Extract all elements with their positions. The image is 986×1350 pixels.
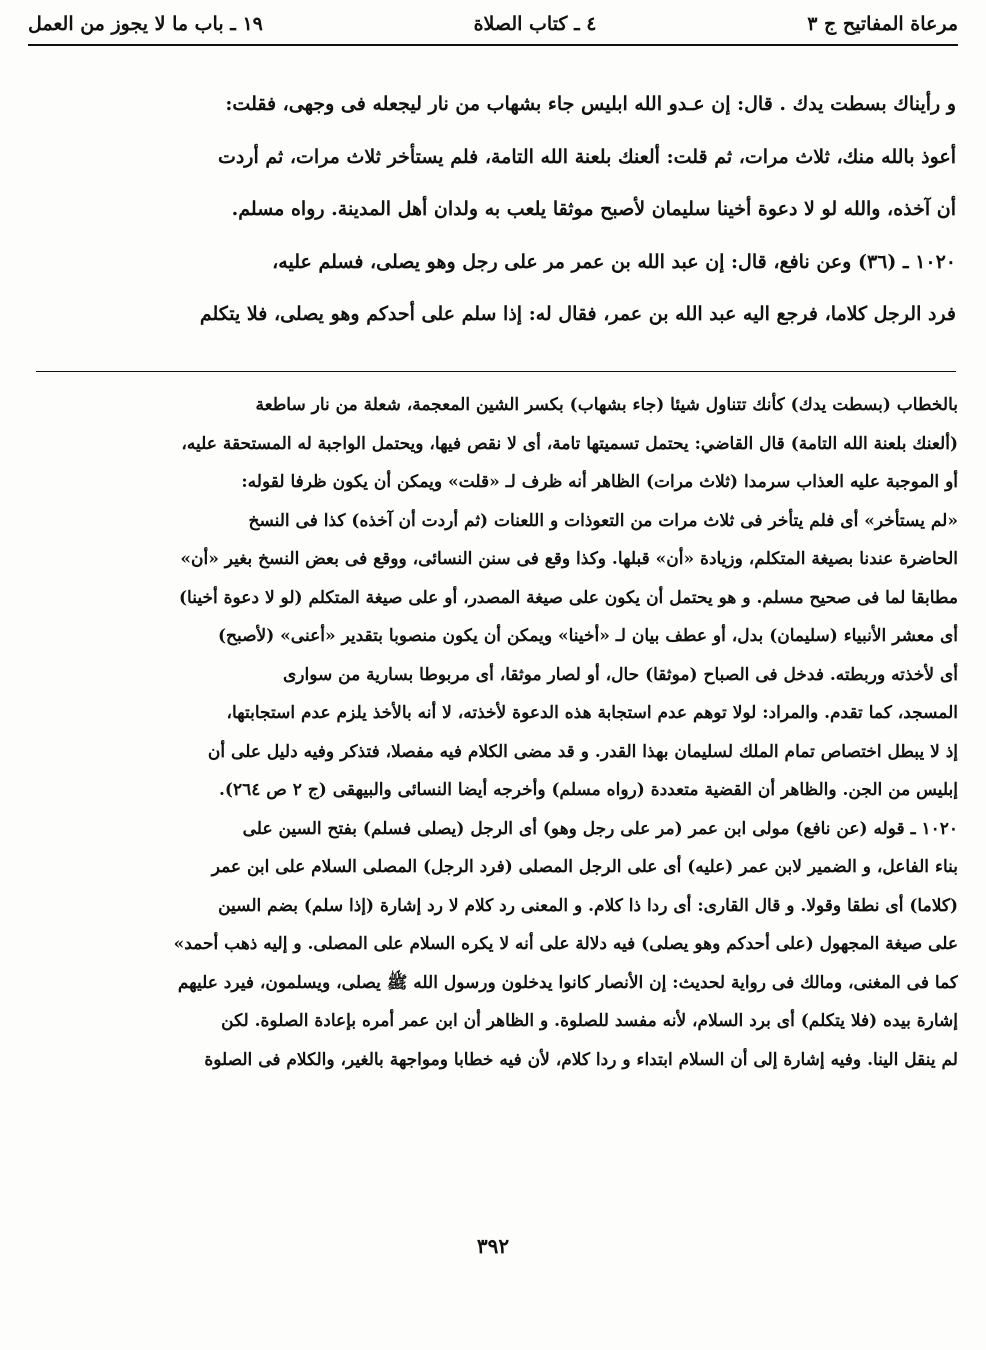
commentary-line: إبليس من الجن. والظاهر أن القضية متعددة (رواه مسلم) وأخرجه أيضا النسائى والبيهقى (ج ٢ ص ٢٦٤). [219,780,958,800]
commentary-line: بناء الفاعل، و الضمير لابن عمر (عليه) أى على الرجل المصلى (فرد الرجل) المصلى السلام على ابن عمر [211,857,958,877]
page-number: ٣٩٢ [476,1234,510,1258]
hadith-line: و رأيناك بسطت يدك . قال: إن عـدو الله ابليس جاء بشهاب من نار ليجعله فى وجهى، فقلت: [225,93,956,115]
header-rule [28,44,958,46]
header-section-title: ١٩ ـ باب ما لا يجوز من العمل [28,13,263,35]
hadith-line: فرد الرجل كلاما، فرجع اليه عبد الله بن عمر، فقال له: إذا سلم على أحدكم وهو يصلى، فلا يتكلم [199,303,956,326]
commentary-line: (ألعنك بلعنة الله التامة) قال القاضي: يحتمل تسميتها تامة، أى لا نقص فيها، ويحتمل الواجبة له المستحقة عليه، [181,433,958,454]
header-chapter-title: ٤ ـ كتاب الصلاة [473,13,597,35]
commentary-line: الحاضرة عندنا بصيغة المتكلم، وزيادة «أن» قبلها. وكذا وقع فى سنن النسائى، ووقع فى بعض النسخ بغير «أن» [180,549,958,569]
commentary-line: إشارة بيده (فلا يتكلم) أى برد السلام، لأنه مفسد للصلوة. و الظاهر أن ابن عمر أمره بإعادة الصلوة. لكن [221,1011,958,1031]
commentary-line: (كلاما) أى نطقا وقولا. و قال القارى: أى ردا ذا كلام. و المعنى رد كلام لا رد إشارة (إذا سلم) بضم السين [218,895,958,916]
commentary-line: إذ لا يبطل اختصاص تمام الملك لسليمان بهذا القدر. و قد مضى الكلام فيه مفصلا، فتذكر وفيه دليل على أن [207,741,958,762]
commentary-line: أى لأخذته وربطته. فدخل فى الصباح (موثقا) حال، أو لصار موثقا، أى مربوطا بسارية من سوارى [282,664,958,685]
commentary-line: «لم يستأخر» أى فلم يتأخر فى ثلاث مرات من التعوذات و اللعنات (ثم أردت أن آخذه) كذا فى النسخ [248,510,958,531]
commentary-divider [36,371,956,372]
running-header [28,6,958,42]
header-book-title: مرعاة المفاتيح ج ٣ [807,13,958,35]
commentary-line: ١٠٢٠ ـ قوله (عن نافع) مولى ابن عمر (مر على رجل وهو) أى الرجل (يصلى فسلم) بفتح السين على [242,818,958,839]
hadith-line: ١٠٢٠ ـ (٣٦) وعن نافع، قال: إن عبد الله بن عمر مر على رجل وهو يصلى، فسلم عليه، [272,250,956,273]
commentary-line: لم ينقل الينا. وفيه إشارة إلى أن السلام ابتداء و ردا كلام، لأن فيه خطابا ومواجهة بالغير، والكلام فى الصلوة [204,1049,958,1070]
commentary-line: مطابقا لما فى صحيح مسلم. و هو يحتمل أن يكون على صيغة المصدر، أو على صيغة المتكلم (لو لا دعوة أخينا) [178,587,958,608]
commentary-line: على صيغة المجهول (على أحدكم وهو يصلى) فيه دلالة على أنه لا يكره السلام على المصلى. و إليه ذهب أحمد» [173,934,958,954]
commentary-line: أو الموجبة عليه العذاب سرمدا (ثلاث مرات) الظاهر أنه ظرف لـ «قلت» ويمكن أن يكون ظرفا لقوله: [241,472,958,492]
commentary-line: بالخطاب (بسطت يدك) كأنك تتناول شيئا (جاء بشهاب) بكسر الشين المعجمة، شعلة من نار ساطعة [255,395,958,415]
commentary-text [36,386,958,1079]
hadith-line: أعوذ بالله منك، ثلاث مرات، ثم قلت: ألعنك بلعنة الله التامة، فلم يستأخر ثلاث مرات، ثم أردت [217,145,956,168]
commentary-line: المسجد، كما تقدم. والمراد: لولا توهم عدم استجابة هذه الدعوة لأخذته، لا أنه بالأخذ يلزم عدم استجابتها، [226,703,958,723]
commentary-line: أى معشر الأنبياء (سليمان) بدل، أو عطف بيان لـ «أخينا» ويمكن أن يكون منصوبا بتقدير «أعنى» (لأصبح) [217,626,958,646]
hadith-line: أن آخذه، والله لو لا دعوة أخينا سليمان لأصبح موثقا يلعب به ولدان أهل المدينة. رواه مسلم. [231,198,956,221]
hadith-text [36,78,956,341]
commentary-line: كما فى المغنى، ومالك فى رواية لحديث: إن الأنصار كانوا يدخلون ورسول الله ﷺ يصلى، ويسلمون، فيرد عليهم [177,972,958,993]
